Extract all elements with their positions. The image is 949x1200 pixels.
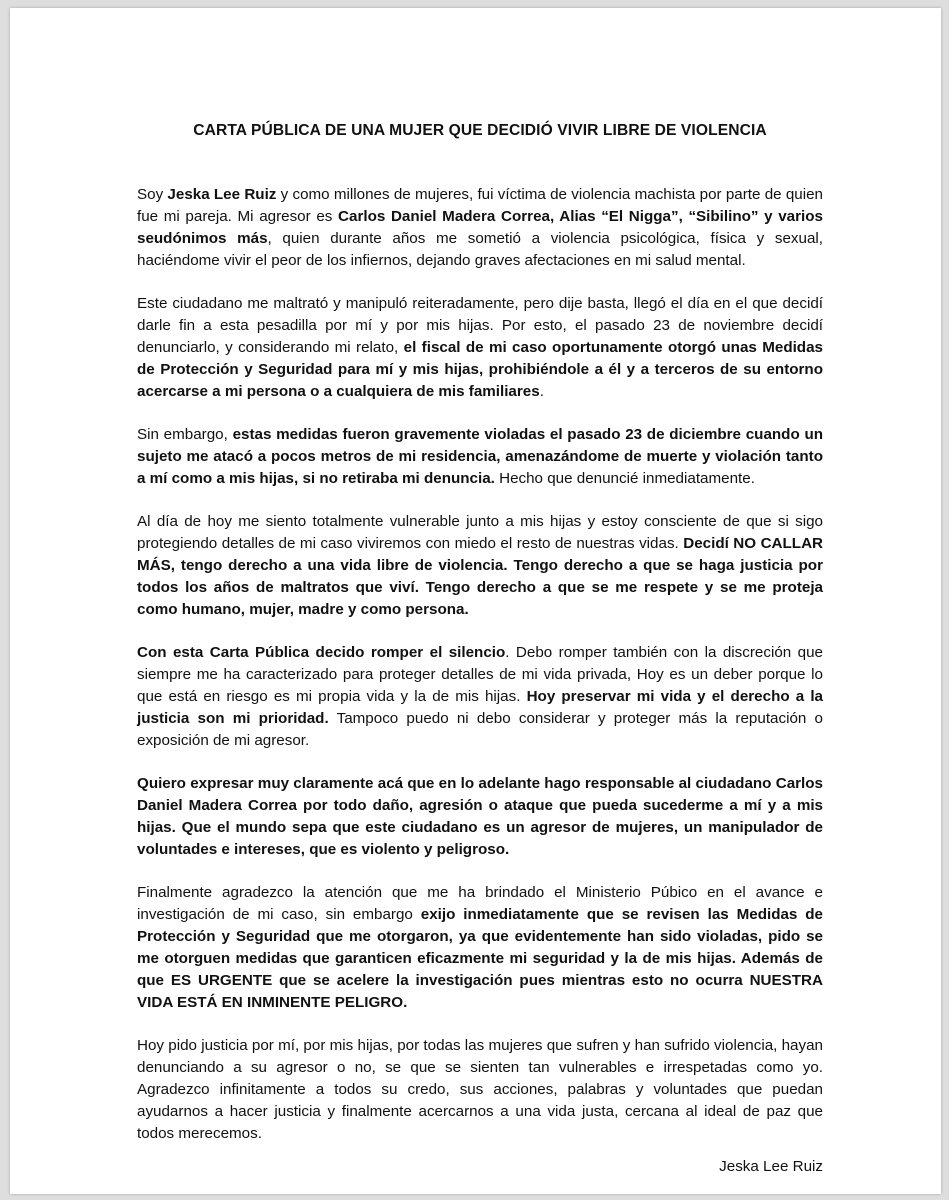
document-title: CARTA PÚBLICA DE UNA MUJER QUE DECIDIÓ VIVIR LIBRE DE VIOLENCIA — [193, 122, 767, 139]
letter-body — [137, 120, 823, 1178]
bold-text: Hoy preservar mi vida y el derecho a la justicia son mi prioridad. — [137, 688, 823, 727]
bold-text: estas medidas fueron gravemente violadas el pasado 23 de diciembre cuando un sujeto me atacó a pocos metros de mi residencia, amenazándome de muerte y violación tanto a mí como a mis hijas, si no retiraba mi denuncia. — [137, 426, 823, 487]
text-run: Al día de hoy me siento totalmente vulnerable junto a mis hijas y estoy consciente de que si sigo protegiendo detalles de mi caso viviremos con miedo el resto de nuestras vidas. — [137, 513, 823, 552]
text-run: Hoy pido justicia por mí, por mis hijas, por todas las mujeres que sufren y han sufrido violencia, hayan denunciando a su agresor o no, se que se sienten tan vulnerables e irrespetadas como yo. Agradezco infinitamente a todos su credo, sus acciones, palabras y voluntades que puedan ayudarnos a hacer justicia y finalmente acercarnos a una vida justa, cercana al ideal de paz que todos merecemos. — [137, 1037, 823, 1142]
text-run: . Debo romper también con la discreción que siempre me ha caracterizado para proteger detalles de mi vida privada, Hoy es un deber porque lo que está en riesgo es mi propia vida y la de mis hijas. — [137, 644, 823, 705]
paragraph-8 — [137, 1035, 823, 1145]
paragraph-5 — [137, 642, 823, 752]
bold-text: Carlos Daniel Madera Correa, Alias “El Nigga”, “Sibilino” y varios seudónimos más — [137, 208, 823, 247]
paragraph-1 — [137, 184, 823, 272]
bold-text: Con esta Carta Pública decido romper el silencio — [137, 644, 506, 661]
signature: Jeska Lee Ruiz — [719, 1158, 823, 1175]
paragraph-4 — [137, 511, 823, 621]
paragraph-7 — [137, 882, 823, 1014]
text-run: , quien durante años me sometió a violencia psicológica, física y sexual, haciéndome vivir el peor de los infiernos, dejando graves afectaciones en mi salud mental. — [137, 230, 823, 269]
bold-text: Quiero expresar muy claramente acá que en lo adelante hago responsable al ciudadano Carlos Daniel Madera Correa por todo daño, agresión o ataque que pueda sucederme a mí y a mis hijas. Que el mundo sepa que este ciudadano es un agresor de mujeres, un manipulador de voluntades e intereses, que es violento y peligroso. — [137, 775, 823, 858]
text-run: Sin embargo, — [137, 426, 233, 443]
bold-text: Decidí NO CALLAR MÁS, tengo derecho a una vida libre de violencia. Tengo derecho a que se haga justicia por todos los años de maltratos que viví. Tengo derecho a que se me respete y se me proteja como humano, mujer, madre y como persona. — [137, 535, 824, 618]
text-run: y como millones de mujeres, fui víctima de violencia machista por parte de quien fue mi pareja. Mi agresor es — [137, 186, 823, 225]
text-run: Tampoco puedo ni debo considerar y proteger más la reputación o exposición de mi agresor. — [137, 710, 823, 749]
text-run: Hecho que denuncié inmediatamente. — [494, 470, 755, 487]
document-page — [10, 8, 941, 1194]
bold-text: exijo inmediatamente que se revisen las Medidas de Protección y Seguridad que me otorgaron, ya que evidentemente han sido violadas, pido se me otorguen medidas que garanticen eficazmente mi seguridad y la de mis hijas. Además de que ES URGENTE que se acelere la investigación pues mientras esto no ocurra NUESTRA VIDA ESTÁ EN INMINENTE PELIGRO. — [137, 906, 823, 1011]
text-run: Finalmente agradezco la atención que me ha brindado el Ministerio Púbico en el avance e investigación de mi caso, sin embargo — [137, 884, 823, 923]
text-run: Este ciudadano me maltrató y manipuló reiteradamente, pero dije basta, llegó el día en el que decidí darle fin a esta pesadilla por mí y por mis hijas. Por esto, el pasado 23 de noviembre decidí denunciarlo, y considerando mi relato, — [137, 295, 823, 356]
text-run: Soy — [137, 186, 168, 203]
paragraph-3 — [137, 424, 823, 490]
text-run: . — [539, 383, 544, 400]
paragraph-6 — [137, 773, 823, 861]
bold-text: el fiscal de mi caso oportunamente otorgó unas Medidas de Protección y Seguridad para mí y mis hijas, prohibiéndole a él y a terceros de su entorno acercarse a mi persona o a cualquiera de mis familiares — [137, 339, 823, 400]
paragraph-list — [137, 184, 823, 1145]
bold-text: Jeska Lee Ruiz — [167, 186, 277, 203]
paragraph-2 — [137, 293, 823, 403]
